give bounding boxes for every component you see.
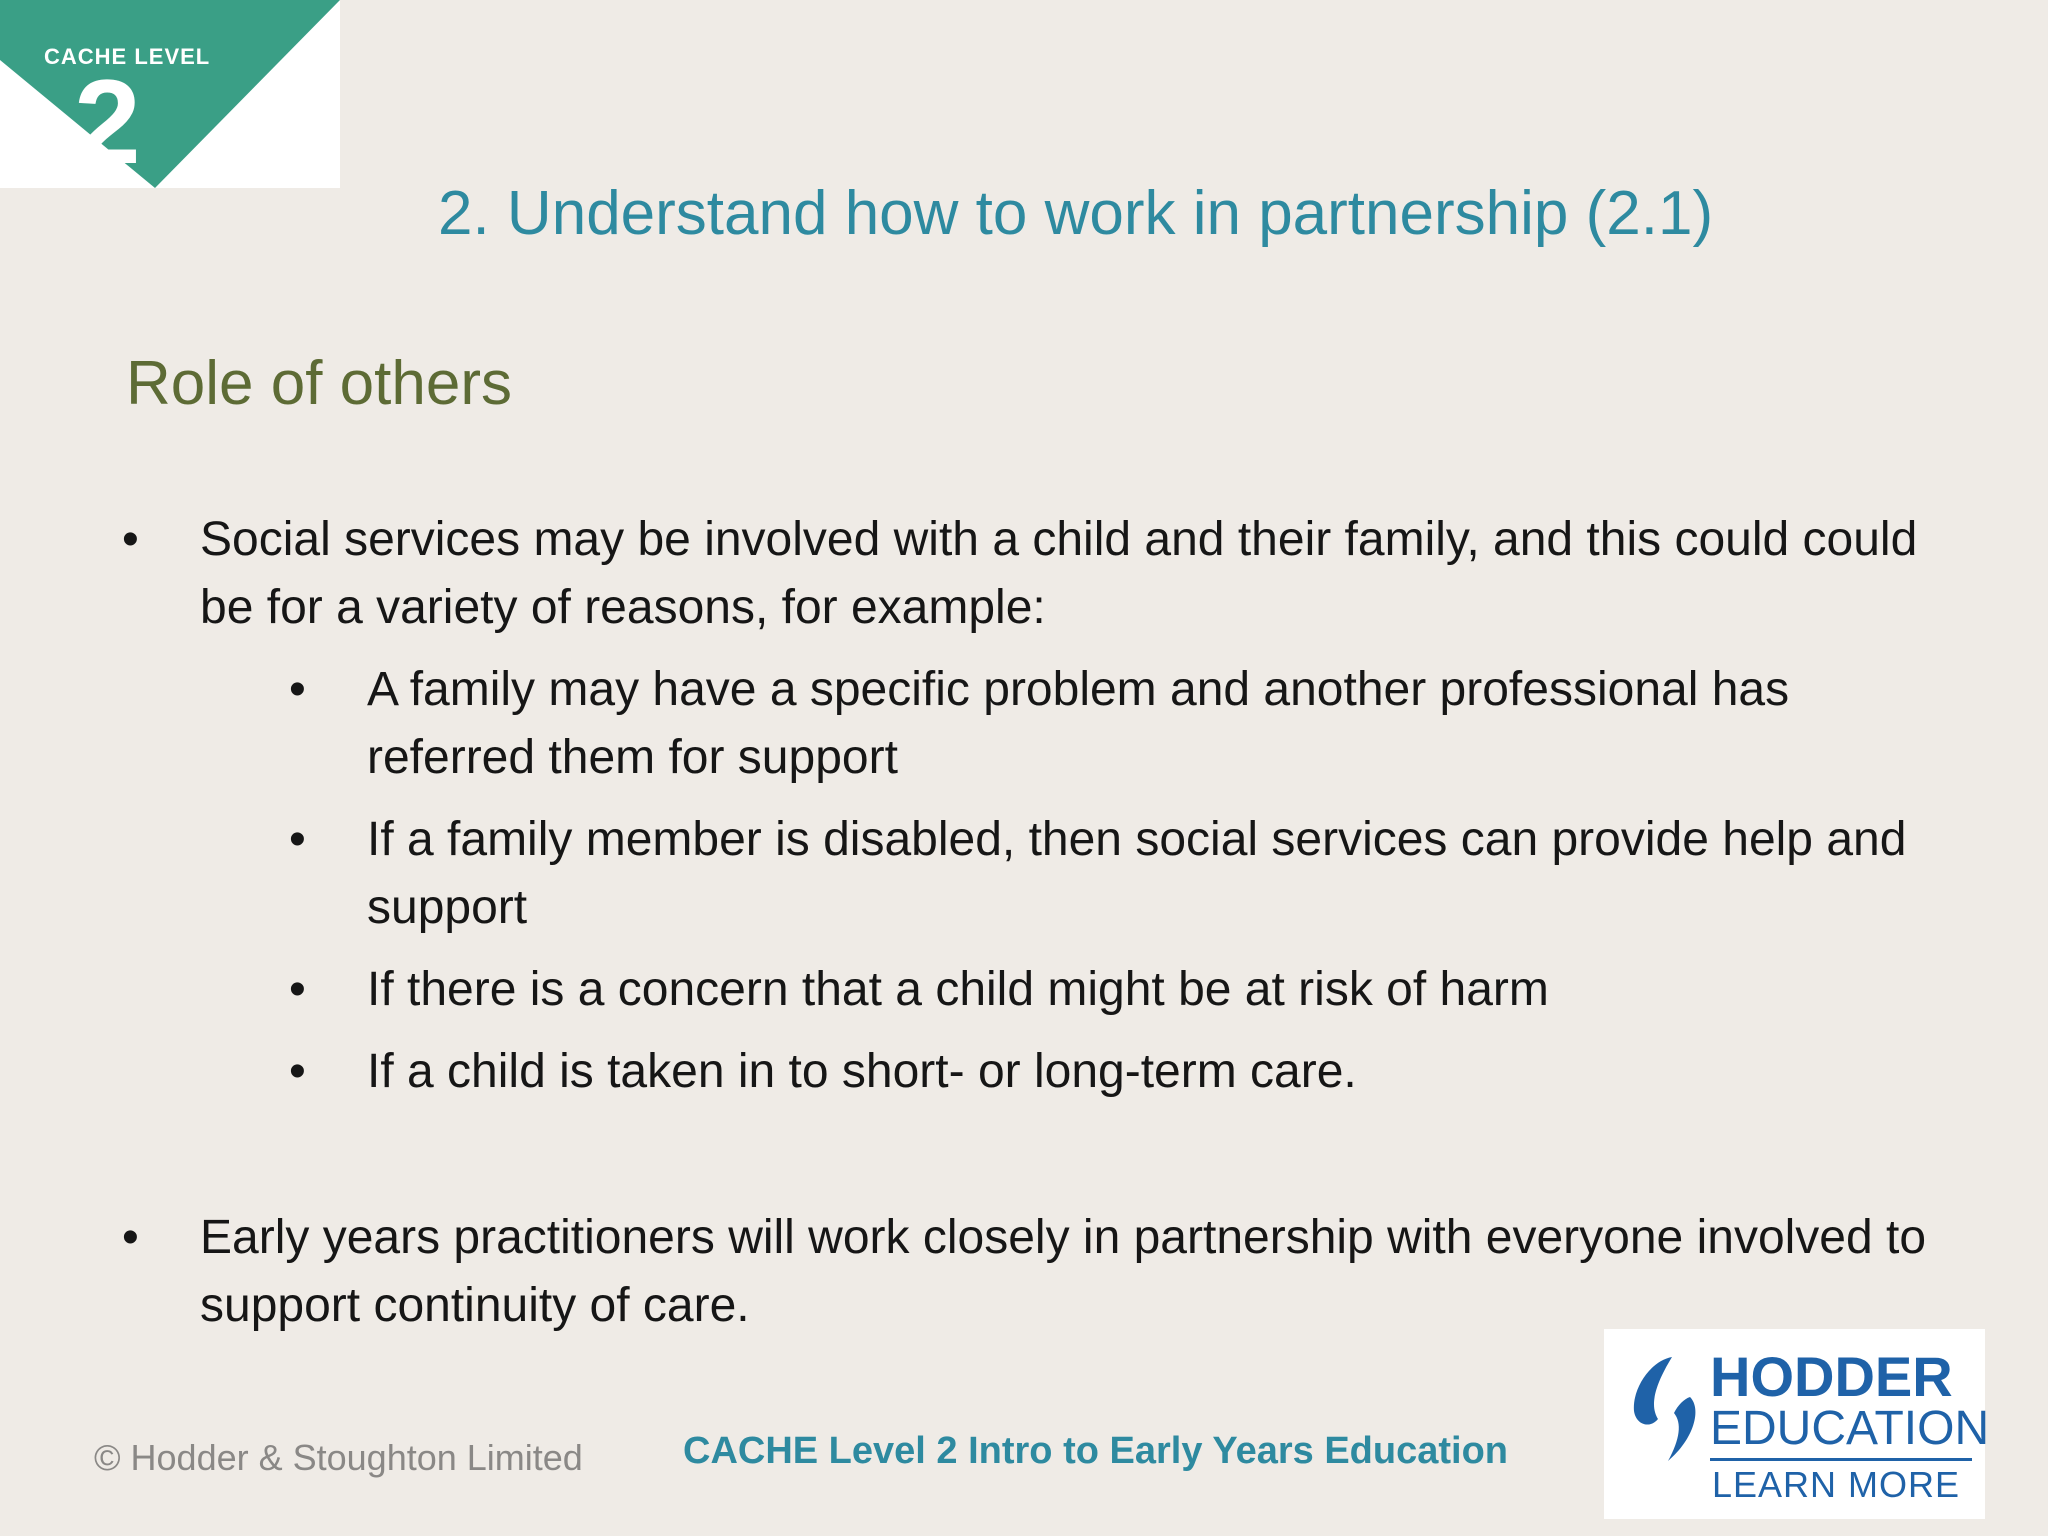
bullet-text: Social services may be involved with a child and their family, and this could could be for a variety of reasons, for example: [200, 513, 1918, 634]
bullet-item [122, 1204, 1960, 1340]
bullet-marker: • [289, 663, 306, 716]
badge-label: CACHE LEVEL [44, 44, 211, 69]
badge-level-number: 2 [74, 55, 141, 189]
sub-bullet-item [289, 1038, 1957, 1106]
bullet-marker: • [122, 513, 139, 566]
section-heading: Role of others [126, 349, 512, 418]
sub-bullet-item [289, 956, 1957, 1024]
publisher-name-line2: EDUCATION [1710, 1402, 1990, 1455]
bullet-text: Early years practitioners will work closely in partnership with everyone involved to support continuity of care. [200, 1211, 1927, 1332]
hodder-swirl-icon [1610, 1349, 1710, 1469]
badge-triangle-icon [0, 0, 340, 188]
bullet-marker: • [289, 1045, 306, 1098]
sub-bullet-item [289, 656, 1957, 792]
publisher-tagline: LEARN MORE [1712, 1464, 1961, 1505]
bullet-marker: • [289, 963, 306, 1016]
publisher-logo [1604, 1329, 1990, 1519]
copyright-notice: © Hodder & Stoughton Limited [94, 1437, 583, 1478]
sub-bullet-text: If a family member is disabled, then social services can provide help and support [367, 813, 1907, 934]
slide-title: 2. Understand how to work in partnership (2.1) [438, 179, 1714, 248]
bullet-marker: • [122, 1211, 139, 1264]
sub-bullet-text: If a child is taken in to short- or long-term care. [367, 1045, 1357, 1098]
cache-level-badge [0, 0, 340, 188]
bullet-marker: • [289, 813, 306, 866]
sub-bullet-text: If there is a concern that a child might be at risk of harm [367, 963, 1549, 1016]
publisher-divider [1710, 1458, 1972, 1461]
sub-bullet-item [289, 806, 1957, 942]
bullet-item [122, 506, 1960, 642]
course-title: CACHE Level 2 Intro to Early Years Education [683, 1430, 1508, 1472]
sub-bullet-text: A family may have a specific problem and another professional has referred them for support [367, 663, 1790, 784]
publisher-name-line1: HODDER [1710, 1345, 1953, 1408]
